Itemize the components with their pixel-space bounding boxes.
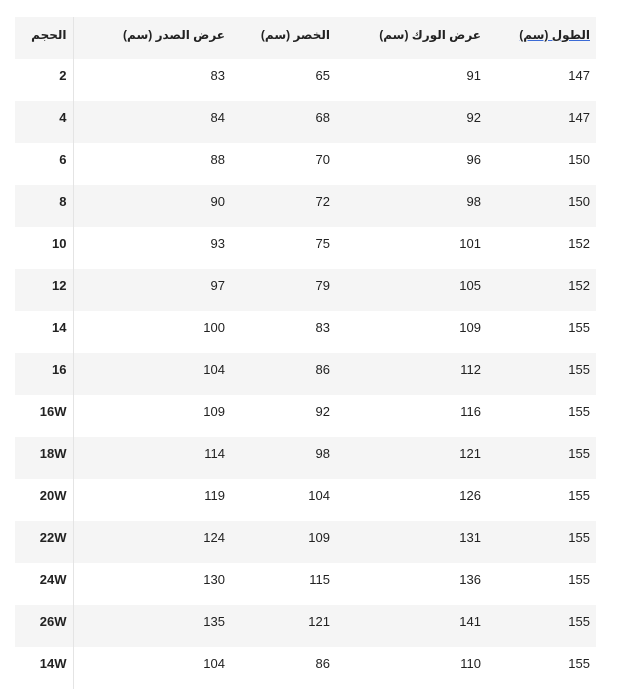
- header-length: [487, 17, 596, 59]
- table-row: [15, 269, 596, 311]
- table-row: [15, 143, 596, 185]
- cell-chest: 93: [210, 236, 225, 251]
- cell-waist: 72: [231, 185, 336, 227]
- cell-hip: 96: [466, 152, 481, 167]
- cell-waist: 68: [231, 101, 336, 143]
- cell-size: 24W: [15, 563, 73, 605]
- cell-chest: 104: [203, 656, 225, 671]
- cell-size: 16: [15, 353, 73, 395]
- table-row: [15, 185, 596, 227]
- cell-length: 150: [568, 152, 590, 167]
- table-row: [15, 311, 596, 353]
- cell-size: 12: [15, 269, 73, 311]
- table-body: [15, 59, 596, 689]
- cell-length: 147: [568, 68, 590, 83]
- cell-size: 10: [15, 227, 73, 269]
- cell-waist: 92: [315, 404, 330, 419]
- cell-hip: 91: [466, 68, 481, 83]
- cell-waist: 104: [308, 488, 330, 503]
- cell-waist: 98: [231, 437, 336, 479]
- cell-hip: 121: [336, 437, 487, 479]
- cell-waist: 109: [231, 521, 336, 563]
- cell-length: 155: [568, 320, 590, 335]
- cell-chest: 119: [204, 488, 225, 503]
- cell-length: 150: [487, 185, 596, 227]
- cell-waist: 65: [315, 68, 330, 83]
- header-row: [15, 17, 596, 59]
- cell-chest: 84: [73, 101, 231, 143]
- cell-chest: 124: [73, 521, 231, 563]
- cell-size: 6: [15, 143, 73, 185]
- cell-length: 155: [568, 488, 590, 503]
- cell-hip: 112: [336, 353, 487, 395]
- table-row: [15, 647, 596, 689]
- cell-size: 16W: [15, 395, 73, 437]
- header-waist: الخصر (سم): [231, 17, 336, 59]
- cell-size: 18W: [15, 437, 73, 479]
- cell-length: 155: [568, 404, 590, 419]
- cell-length: 155: [487, 521, 596, 563]
- cell-size: 2: [15, 59, 73, 101]
- cell-waist: 121: [231, 605, 336, 647]
- cell-size: 22W: [15, 521, 73, 563]
- cell-waist: 83: [315, 320, 330, 335]
- cell-size: 4: [15, 101, 73, 143]
- cell-hip: 110: [460, 656, 481, 671]
- table-row: [15, 101, 596, 143]
- cell-size: 20W: [15, 479, 73, 521]
- cell-length: 155: [568, 656, 590, 671]
- cell-hip: 131: [336, 521, 487, 563]
- cell-chest: 109: [203, 404, 225, 419]
- cell-length: 155: [568, 572, 590, 587]
- cell-chest: 90: [73, 185, 231, 227]
- cell-hip: 101: [459, 236, 481, 251]
- cell-chest: 83: [210, 68, 225, 83]
- size-chart-table: [15, 17, 597, 689]
- cell-hip: 92: [336, 101, 487, 143]
- cell-waist: 79: [231, 269, 336, 311]
- cell-size: 8: [15, 185, 73, 227]
- cell-chest: 97: [73, 269, 231, 311]
- cell-length: 155: [487, 353, 596, 395]
- table-row: [15, 353, 596, 395]
- table-row: [15, 605, 596, 647]
- cell-hip: 116: [460, 404, 481, 419]
- cell-waist: 86: [231, 353, 336, 395]
- cell-length: 155: [487, 605, 596, 647]
- header-hip: عرض الورك (سم): [336, 17, 487, 59]
- cell-hip: 141: [336, 605, 487, 647]
- table-row: [15, 479, 596, 521]
- cell-size: 14W: [15, 647, 73, 689]
- cell-size: 26W: [15, 605, 73, 647]
- cell-waist: 75: [315, 236, 330, 251]
- table-row: [15, 437, 596, 479]
- cell-chest: 104: [73, 353, 231, 395]
- cell-waist: 115: [309, 572, 330, 587]
- cell-size: 14: [15, 311, 73, 353]
- cell-length: 155: [487, 437, 596, 479]
- table-row: [15, 227, 596, 269]
- cell-length: 152: [568, 236, 590, 251]
- header-size: الحجم: [15, 17, 73, 59]
- cell-chest: 130: [203, 572, 225, 587]
- table-row: [15, 395, 596, 437]
- cell-chest: 88: [210, 152, 225, 167]
- cell-chest: 100: [203, 320, 225, 335]
- cell-length: 152: [487, 269, 596, 311]
- cell-waist: 86: [315, 656, 330, 671]
- header-chest: عرض الصدر (سم): [73, 17, 231, 59]
- table-row: [15, 59, 596, 101]
- header-length-label: الطول (سم): [519, 28, 590, 42]
- table-row: [15, 563, 596, 605]
- size-chart: [15, 17, 596, 689]
- cell-hip: 105: [336, 269, 487, 311]
- cell-length: 147: [487, 101, 596, 143]
- cell-chest: 114: [73, 437, 231, 479]
- cell-hip: 136: [459, 572, 481, 587]
- table-row: [15, 521, 596, 563]
- cell-hip: 109: [459, 320, 481, 335]
- cell-chest: 135: [73, 605, 231, 647]
- cell-hip: 98: [336, 185, 487, 227]
- cell-hip: 126: [459, 488, 481, 503]
- cell-waist: 70: [315, 152, 330, 167]
